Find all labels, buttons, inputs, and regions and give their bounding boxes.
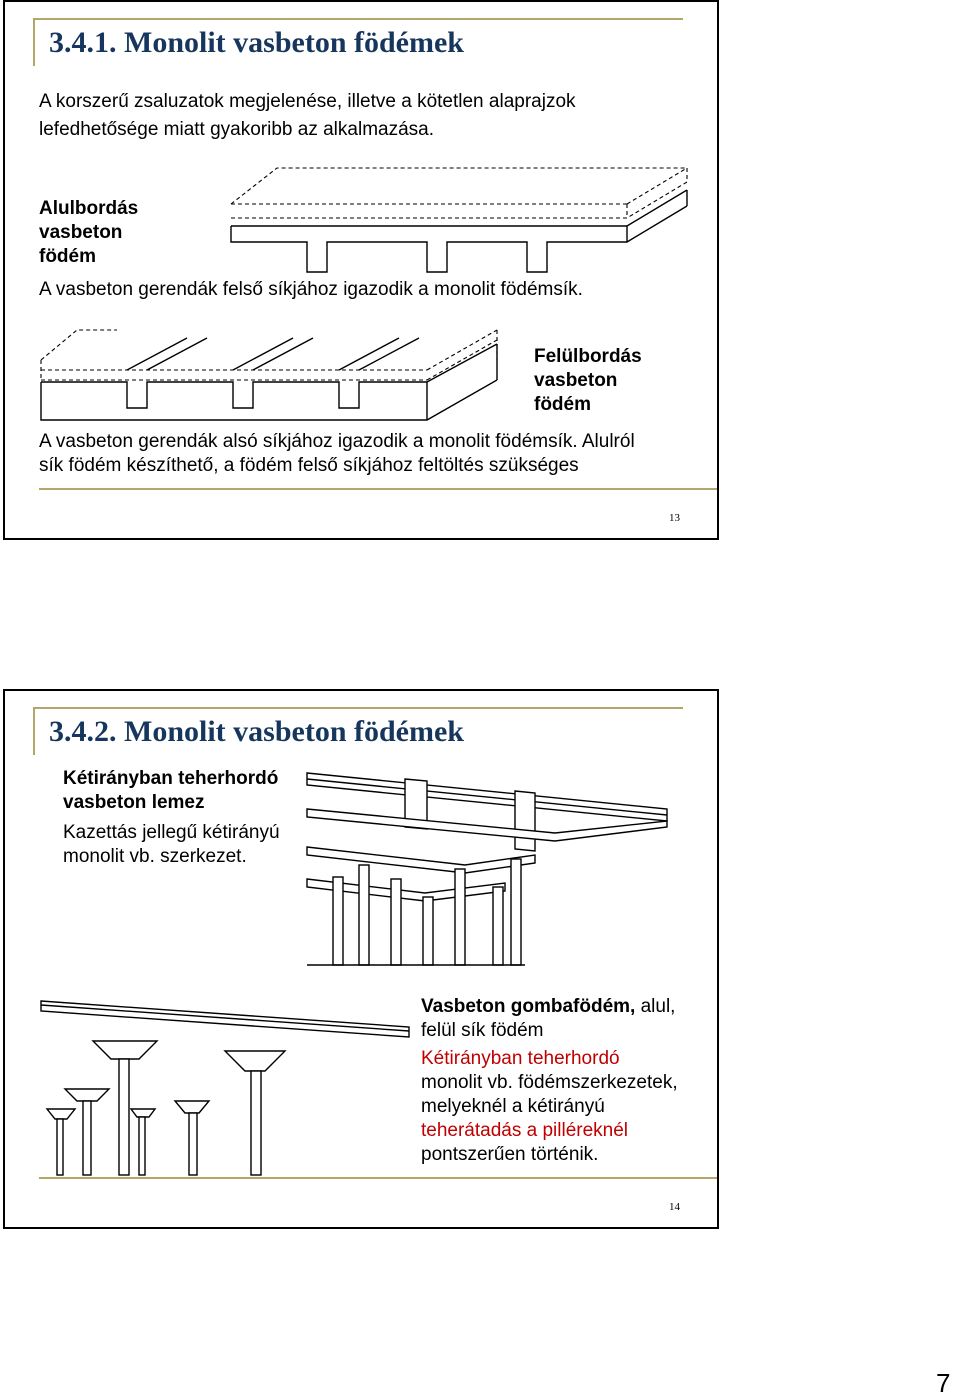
bottom-rib-heading-1: Alulbordás (39, 198, 139, 219)
mushroom-line-2: felül sík födém (421, 1020, 544, 1041)
two-way-description-1: Kazettás jellegű kétirányú (63, 822, 280, 843)
coffered-slab-drawing (305, 769, 675, 967)
top-rib-heading-3: födém (534, 394, 591, 415)
page-number: 14 (669, 1201, 680, 1213)
intro-line-2: lefedhetősége miatt gyakoribb az alkalmazása. (39, 119, 435, 140)
title-vertical-rule (33, 18, 35, 66)
bottom-rib-description: A vasbeton gerendák felső síkjához igazodik a monolit födémsík. (39, 279, 583, 300)
title-vertical-rule (33, 707, 35, 755)
top-rib-heading-1: Felülbordás (534, 346, 642, 367)
footer-rule (39, 488, 717, 490)
title-underline (33, 707, 683, 709)
bottom-rib-heading-2: vasbeton (39, 222, 123, 243)
page-number: 13 (669, 512, 680, 524)
title-underline (33, 18, 683, 20)
top-rib-heading-2: vasbeton (534, 370, 618, 391)
intro-line-1: A korszerű zsaluzatok megjelenése, illetve a kötetlen alaprajzok (39, 91, 576, 112)
mushroom-red-line-2: teherátadás a pilléreknél (421, 1120, 629, 1141)
mushroom-slab-drawing (39, 997, 419, 1177)
mushroom-line-7: pontszerűen történik. (421, 1144, 599, 1165)
top-ribbed-slab-drawing (37, 324, 507, 424)
mushroom-line-5: melyeknél a kétirányú (421, 1096, 605, 1117)
footer-rule (39, 1177, 717, 1179)
mushroom-line-1 (421, 995, 675, 1019)
mushroom-heading-bold: Vasbeton gombafödém, (421, 996, 636, 1017)
two-way-heading-1: Kétirányban teherhordó (63, 768, 279, 789)
mushroom-red-line-1: Kétirányban teherhordó (421, 1048, 620, 1069)
bottom-rib-heading-3: födém (39, 246, 96, 267)
mushroom-line-4: monolit vb. födémszerkezetek, (421, 1072, 678, 1093)
slide-13 (3, 0, 719, 540)
two-way-heading-2: vasbeton lemez (63, 792, 205, 813)
top-rib-description-2: sík födém készíthető, a födém felső síkjához feltöltés szükséges (39, 455, 579, 476)
bottom-ribbed-slab-drawing (227, 160, 697, 280)
sheet-page-number: 7 (936, 1368, 951, 1398)
slide-title: 3.4.1. Monolit vasbeton födémek (49, 26, 464, 59)
top-rib-description-1: A vasbeton gerendák alsó síkjához igazodik a monolit födémsík. Alulról (39, 431, 635, 452)
slide-14 (3, 689, 719, 1229)
mushroom-heading-rest: alul, (635, 996, 676, 1017)
two-way-description-2: monolit vb. szerkezet. (63, 846, 247, 867)
slide-title: 3.4.2. Monolit vasbeton födémek (49, 715, 464, 748)
